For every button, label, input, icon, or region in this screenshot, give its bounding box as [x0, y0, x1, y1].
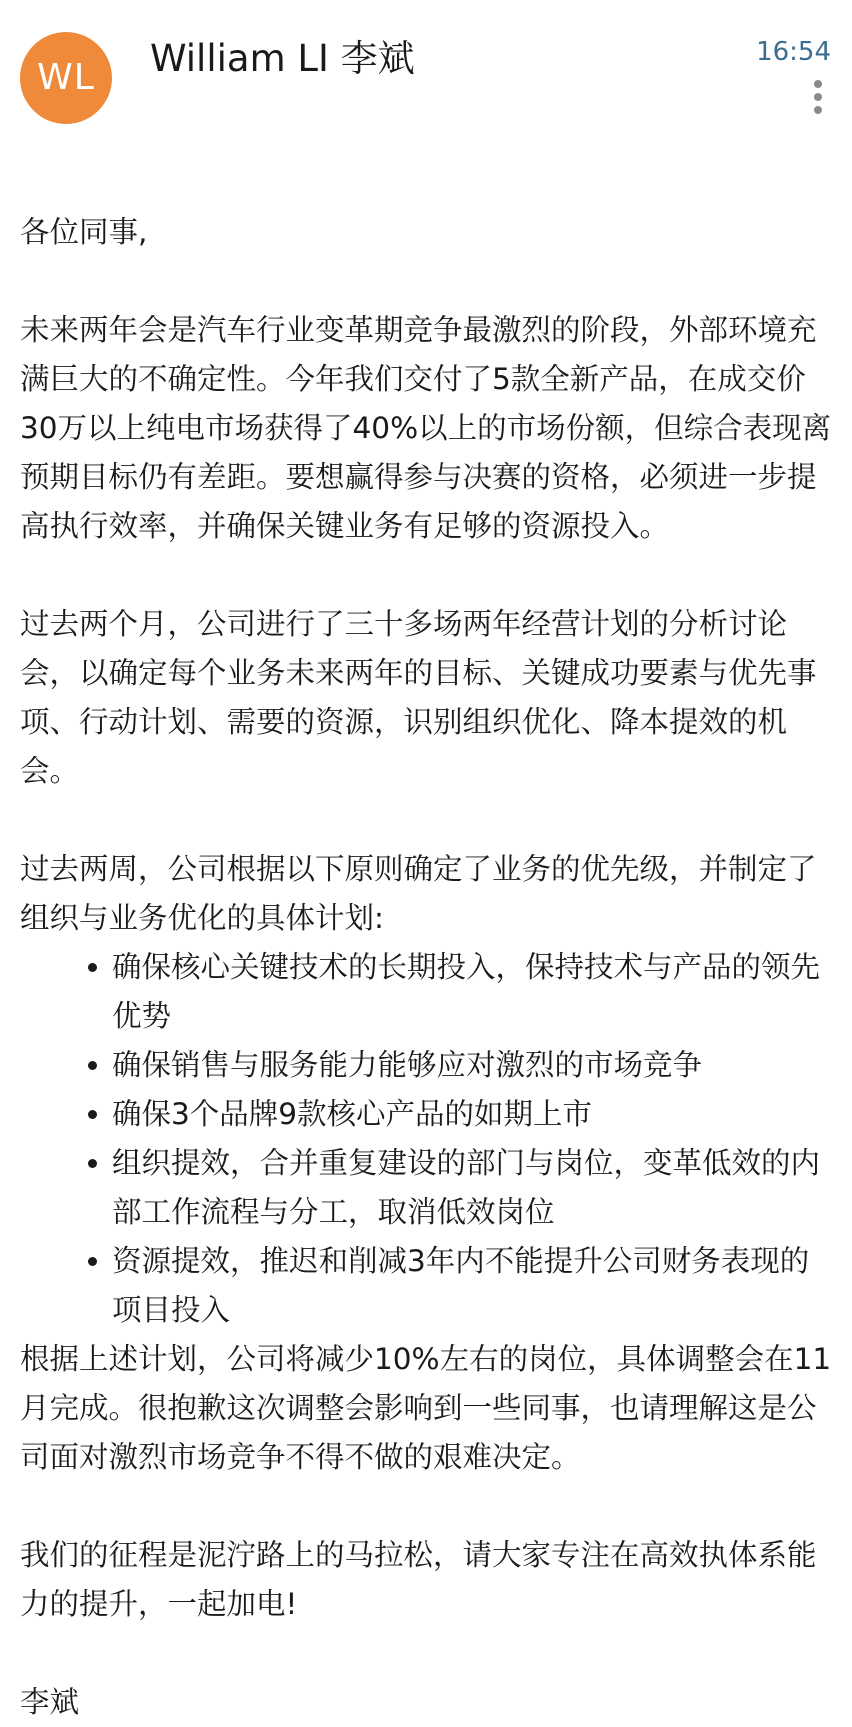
list-item: 确保核心关键技术的长期投入，保持技术与产品的领先优势 [112, 943, 836, 1041]
list-item: 确保3个品牌9款核心产品的如期上市 [112, 1090, 836, 1139]
more-dot [814, 106, 822, 114]
email-body [20, 208, 836, 1727]
message-time: 16:54 [756, 37, 831, 67]
paragraph-1: 未来两年会是汽车行业变革期竞争最激烈的阶段，外部环境充满巨大的不确定性。今年我们交付了5款全新产品，在成交价30万以上纯电市场获得了40%以上的市场份额，但综合表现离预期目标仍有差距。要想赢得参与决赛的资格，必须进一步提高执行效率，并确保关键业务有足够的资源投入。 [20, 313, 832, 543]
paragraph-5: 我们的征程是泥泞路上的马拉松，请大家专注在高效执体系能力的提升，一起加电! [20, 1538, 817, 1621]
avatar[interactable]: WL [20, 32, 112, 124]
more-dot [814, 80, 822, 88]
list-item: 组织提效，合并重复建设的部门与岗位，变革低效的内部工作流程与分工，取消低效岗位 [112, 1139, 836, 1237]
list-item: 资源提效，推迟和削减3年内不能提升公司财务表现的项目投入 [112, 1237, 836, 1335]
signature: 李斌 [20, 1685, 80, 1719]
more-vertical-icon[interactable] [812, 80, 824, 120]
list-item: 确保销售与服务能力能够应对激烈的市场竞争 [112, 1041, 836, 1090]
paragraph-2: 过去两个月，公司进行了三十多场两年经营计划的分析讨论会，以确定每个业务未来两年的目标、关键成功要素与优先事项、行动计划、需要的资源，识别组织优化、降本提效的机会。 [20, 607, 817, 788]
email-header [0, 0, 852, 150]
principles-list [20, 943, 836, 1335]
more-dot [814, 93, 822, 101]
sender-name: William LI 李斌 [150, 37, 415, 80]
paragraph-4: 根据上述计划，公司将减少10%左右的岗位，具体调整会在11月完成。很抱歉这次调整会影响到一些同事，也请理解这是公司面对激烈市场竞争不得不做的艰难决定。 [20, 1342, 832, 1474]
paragraph-3: 过去两周，公司根据以下原则确定了业务的优先级，并制定了组织与业务优化的具体计划: [20, 852, 817, 935]
greeting: 各位同事, [20, 215, 148, 249]
